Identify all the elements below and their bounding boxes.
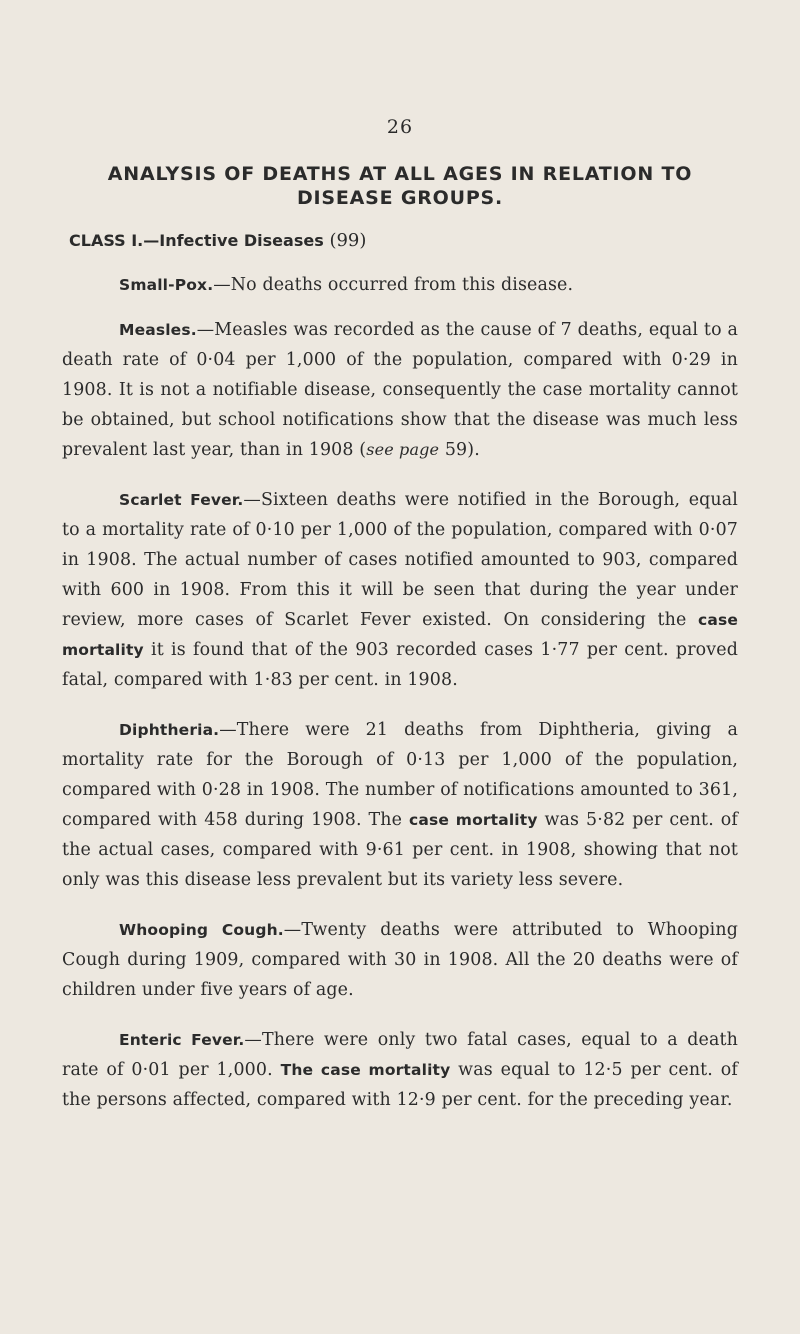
scarlet-fever-heading: Scarlet Fever. <box>119 491 244 509</box>
enteric-fever-bold: The case mortality <box>280 1061 451 1079</box>
diphtheria-text-2: was 5·82 per cent. of the actual cases, compared with 9·61 per cent. in 1908, showing that not only was this disease less prevalent but its variety less severe. <box>62 810 738 890</box>
class-label: CLASS I. <box>69 231 144 250</box>
scarlet-fever-bold: case mortality <box>62 611 738 659</box>
class-count: (99) <box>329 230 367 251</box>
smallpox-paragraph <box>62 270 738 300</box>
diphtheria-paragraph <box>62 715 738 895</box>
enteric-fever-text-1: —There were only two fatal cases, equal to a death rate of 0·01 per 1,000. <box>62 1030 738 1080</box>
enteric-fever-paragraph <box>62 1025 738 1115</box>
page-title: ANALYSIS OF DEATHS AT ALL AGES IN RELATION TO DISEASE GROUPS. <box>107 163 693 209</box>
page-number: 26 <box>386 116 414 138</box>
diphtheria-bold: case mortality <box>409 811 538 829</box>
diphtheria-text-1: —There were 21 deaths from Diphtheria, giving a mortality rate for the Borough of 0·13 per 1,000 of the population, compared with 0·28 in 1908. The number of notifications amounted to 361, compared with 458 during 1908. The <box>62 720 738 830</box>
measles-heading: Measles. <box>119 321 197 339</box>
scarlet-fever-paragraph <box>62 485 738 695</box>
smallpox-text: —No deaths occurred from this disease. <box>213 275 574 295</box>
class-name: —Infective Diseases <box>143 231 324 250</box>
scarlet-fever-text-1: —Sixteen deaths were notified in the Borough, equal to a mortality rate of 0·10 per 1,000 of the population, compared with 0·07 in 1908. The actual number of cases notified amounted to 903, compared with 600 in 1908. From this it will be seen that during the year under review, more cases of Scarlet Fever existed. On considering the <box>62 490 738 630</box>
enteric-fever-text-2: was equal to 12·5 per cent. of the persons affected, compared with 12·9 per cent. for the preceding year. <box>62 1060 739 1110</box>
diphtheria-heading: Diphtheria. <box>119 721 220 739</box>
whooping-cough-heading: Whooping Cough. <box>119 921 284 939</box>
smallpox-heading: Small-Pox. <box>119 276 214 294</box>
enteric-fever-heading: Enteric Fever. <box>119 1031 245 1049</box>
whooping-cough-text: —Twenty deaths were attributed to Whooping Cough during 1909, compared with 30 in 1908. All the 20 deaths were of children under five years of age. <box>62 920 738 1000</box>
scarlet-fever-text-2: it is found that of the 903 recorded cases 1·77 per cent. proved fatal, compared with 1·83 per cent. in 1908. <box>62 640 738 690</box>
class-heading <box>62 230 738 251</box>
measles-text-2: 59). <box>439 440 480 460</box>
measles-page-reference: see page <box>366 440 440 459</box>
measles-text-1: —Measles was recorded as the cause of 7 deaths, equal to a death rate of 0·04 per 1,000 of the population, compared with 0·29 in 1908. It is not a notifiable disease, consequently the case mortality cannot be obtained, but school notifications show that the disease was much less prevalent last year, than in 1908 ( <box>62 320 738 460</box>
measles-paragraph <box>62 315 738 465</box>
whooping-cough-paragraph <box>62 915 738 1005</box>
